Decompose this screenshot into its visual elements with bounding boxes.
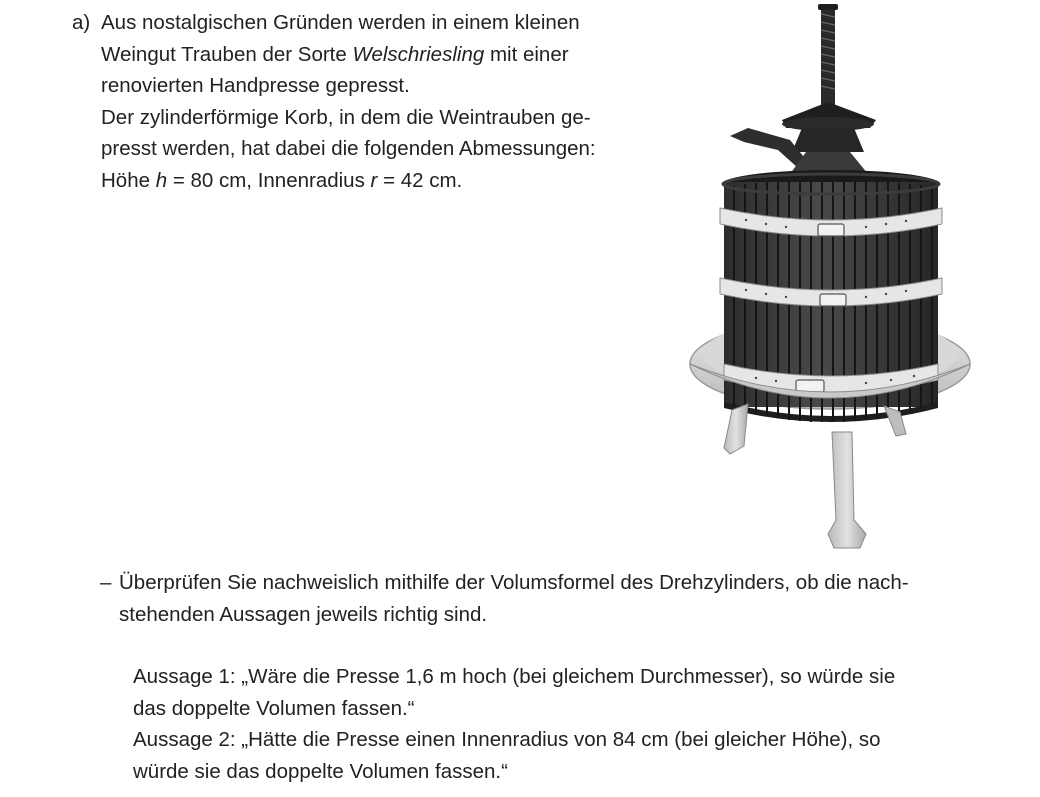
grape-variety: Welschriesling bbox=[352, 42, 485, 66]
intro-text bbox=[101, 7, 661, 196]
var-r: r bbox=[370, 168, 378, 192]
statement-1-line-1: Aussage 1: „Wäre die Presse 1,6 m hoch (bei gleichem Durchmesser), so würde sie bbox=[133, 665, 896, 688]
dim-text-c: = 42 cm. bbox=[377, 168, 463, 192]
intro-line-5: presst werden, hat dabei die folgenden Abmessungen: bbox=[101, 137, 596, 160]
dim-text-b: = 80 cm, Innenradius bbox=[167, 168, 371, 192]
task-line-1: Überprüfen Sie nachweislich mithilfe der Volumsformel des Drehzylinders, ob die nach- bbox=[119, 571, 909, 594]
task-line-2: stehenden Aussagen jeweils richtig sind. bbox=[119, 602, 488, 626]
statement-2-line-2: würde sie das doppelte Volumen fassen.“ bbox=[133, 759, 508, 783]
intro-line-2-post: mit einer bbox=[484, 42, 569, 66]
dimensions-line bbox=[101, 165, 661, 197]
intro-line-3: renovierten Handpresse gepresst. bbox=[101, 74, 410, 97]
intro-line-1: Aus nostalgischen Gründen werden in einem kleinen bbox=[101, 11, 580, 34]
statements bbox=[133, 661, 993, 787]
dim-text-a: Höhe bbox=[101, 168, 156, 192]
task-instruction bbox=[100, 567, 1000, 630]
task-label: a) bbox=[72, 11, 91, 34]
intro-line-2-pre: Weingut Trauben der Sorte bbox=[101, 42, 353, 66]
wine-press-image bbox=[686, 2, 976, 552]
var-h: h bbox=[155, 168, 168, 192]
intro-line-4: Der zylinderförmige Korb, in dem die Weintrauben ge- bbox=[101, 105, 591, 129]
intro-line-2 bbox=[101, 39, 661, 71]
statement-2-line-1: Aussage 2: „Hätte die Presse einen Innenradius von 84 cm (bei gleicher Höhe), so bbox=[133, 728, 881, 751]
statement-1-line-2: das doppelte Volumen fassen.“ bbox=[133, 696, 415, 720]
screw-spindle bbox=[818, 4, 838, 106]
bullet-dash: – bbox=[100, 571, 112, 594]
press-legs bbox=[724, 404, 906, 548]
